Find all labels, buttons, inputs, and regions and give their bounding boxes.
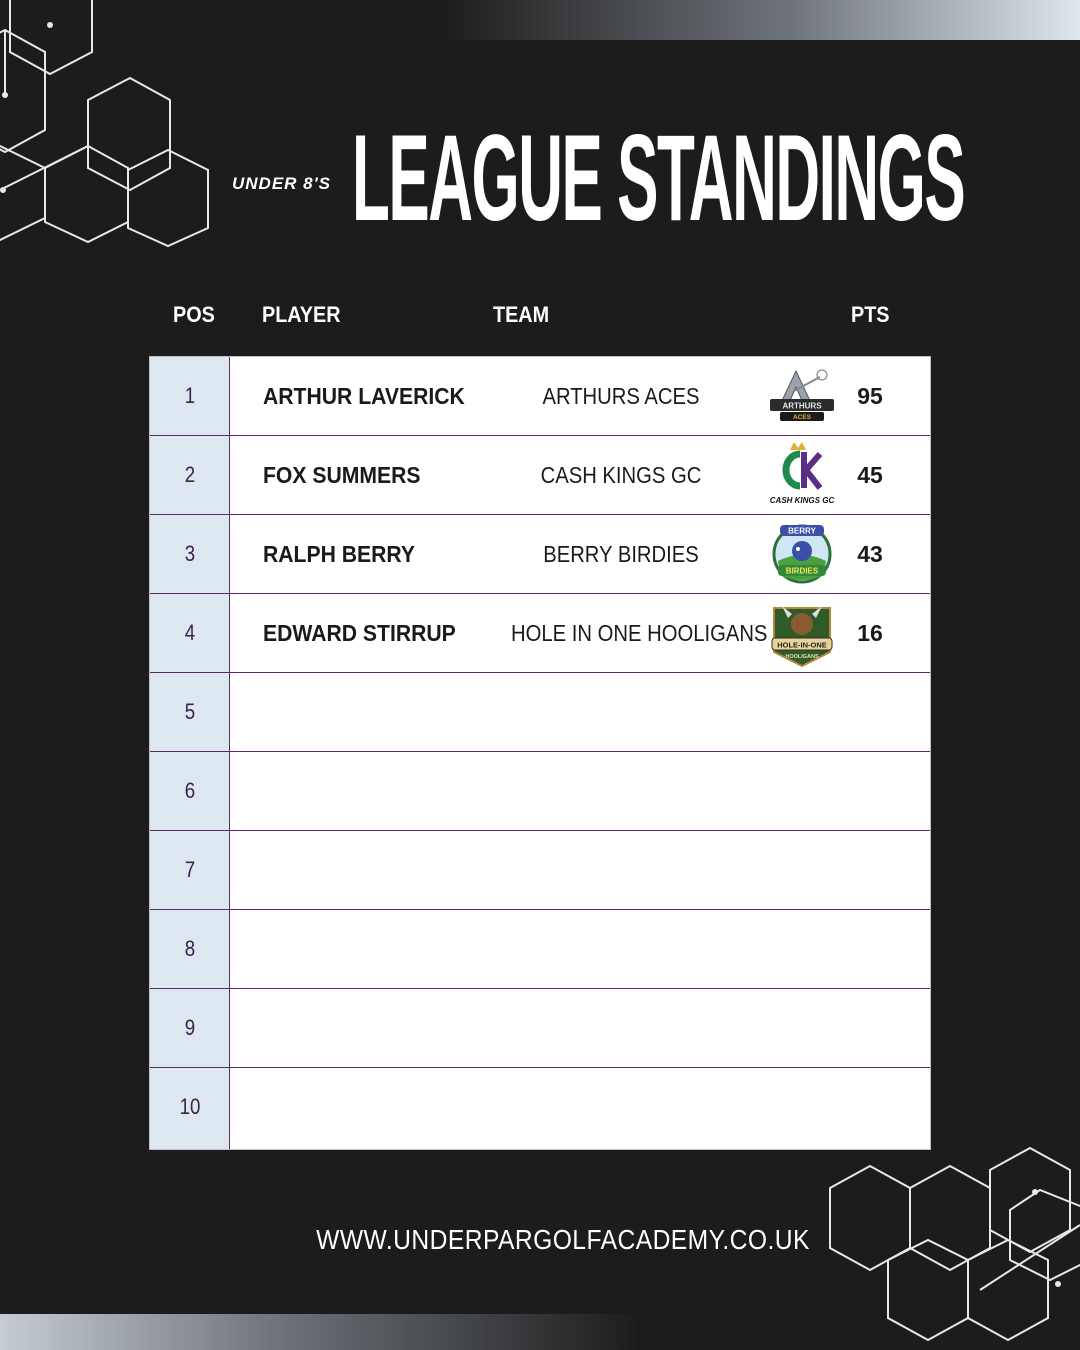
table-row xyxy=(150,831,930,910)
column-header-pts: PTS xyxy=(851,302,890,327)
row-position: 3 xyxy=(184,541,196,566)
row-points: 16 xyxy=(857,620,883,646)
table-row xyxy=(150,515,930,594)
svg-text:HOLE-IN-ONE: HOLE-IN-ONE xyxy=(777,640,827,650)
hexagon-pattern-top-left xyxy=(0,0,260,260)
row-position: 7 xyxy=(184,857,196,882)
svg-text:CASH KINGS GC: CASH KINGS GC xyxy=(769,496,835,505)
top-gradient-bar xyxy=(440,0,1080,40)
row-position: 8 xyxy=(184,936,196,961)
row-player: RALPH BERRY xyxy=(263,541,416,567)
table-row xyxy=(150,989,930,1068)
svg-text:BIRDIES: BIRDIES xyxy=(785,566,819,576)
table-row xyxy=(150,752,930,831)
row-position: 9 xyxy=(184,1015,196,1040)
hole-in-one-hooligans-logo-icon xyxy=(764,598,840,668)
table-row xyxy=(150,357,930,436)
page-title: LEAGUE STANDINGS xyxy=(352,110,965,248)
row-position: 1 xyxy=(184,383,196,408)
svg-text:ARTHURS: ARTHURS xyxy=(782,401,822,411)
row-team: CASH KINGS GC xyxy=(540,462,702,488)
row-position: 4 xyxy=(184,620,196,645)
table-row xyxy=(150,910,930,989)
column-header-team: TEAM xyxy=(493,302,550,327)
row-team: BERRY BIRDIES xyxy=(543,541,699,567)
row-position: 5 xyxy=(184,699,196,724)
row-player: FOX SUMMERS xyxy=(263,462,421,488)
berry-birdies-logo-icon xyxy=(764,519,840,589)
svg-text:ACES: ACES xyxy=(792,414,812,421)
row-player: EDWARD STIRRUP xyxy=(263,620,456,646)
svg-text:HOOLIGANS: HOOLIGANS xyxy=(785,654,819,660)
row-team: HOLE IN ONE HOOLIGANS xyxy=(511,620,768,646)
row-points: 95 xyxy=(857,383,883,409)
svg-text:BERRY: BERRY xyxy=(788,526,816,536)
website-link[interactable]: WWW.UNDERPARGOLFACADEMY.CO.UK xyxy=(316,1224,810,1255)
bottom-gradient-bar xyxy=(0,1314,640,1350)
cash-kings-logo-icon xyxy=(764,440,840,510)
row-position: 6 xyxy=(184,778,196,803)
table-row xyxy=(150,1068,930,1150)
row-points: 43 xyxy=(857,541,883,567)
row-position: 2 xyxy=(184,462,196,487)
row-points: 45 xyxy=(857,462,883,488)
row-position: 10 xyxy=(179,1094,201,1119)
row-team: ARTHURS ACES xyxy=(542,383,700,409)
table-row xyxy=(150,594,930,673)
table-row xyxy=(150,673,930,752)
row-player: ARTHUR LAVERICK xyxy=(263,383,465,409)
column-header-pos: POS xyxy=(173,302,215,327)
arthurs-aces-logo-icon xyxy=(764,361,840,431)
column-header-player: PLAYER xyxy=(262,302,341,327)
table-row xyxy=(150,436,930,515)
age-group-label: UNDER 8'S xyxy=(232,174,332,193)
standings-table xyxy=(149,356,931,1150)
